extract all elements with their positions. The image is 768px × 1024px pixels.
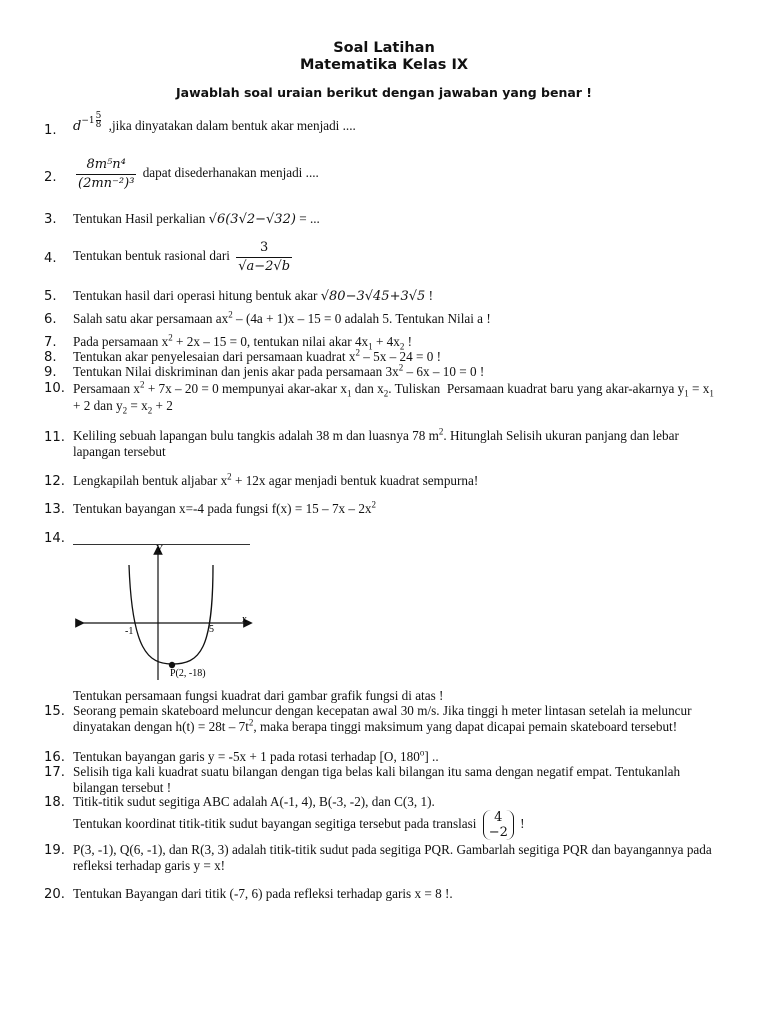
- question-number: 7.: [44, 335, 57, 350]
- question-number: 5.: [44, 289, 57, 304]
- question-number: 15.: [44, 704, 65, 719]
- q4-text: Tentukan bentuk rasional dari: [73, 248, 230, 264]
- question-18: Titik-titik sudut segitiga ABC adalah A(-1, 4), B(-3, -2), dan C(3, 1).: [73, 794, 435, 809]
- question-16: Tentukan bayangan garis y = -5x + 1 pada rotasi terhadap [O, 180$^o$] ..: [73, 747, 439, 764]
- question-number: 8.: [44, 350, 57, 365]
- q1-exp-num: 5: [95, 111, 102, 121]
- question-number: 3.: [44, 212, 57, 227]
- q2-numerator: 8m⁵n⁴: [76, 157, 136, 175]
- question-number: 11.: [44, 430, 65, 445]
- q18-tail: !: [520, 816, 525, 832]
- instruction: Jawablah soal uraian berikut dengan jawaban yang benar !: [175, 85, 593, 100]
- question-10: Persamaan $x^2 + 7x - 20 = 0$ mempunyai akar-akar $x_1$ dan $x_2$. Tuliskan Persamaan kuadrat baru yang akar-akarnya $y_1 = x_1 + 2$ dan $y_2 = x_2 + 2$: [73, 379, 714, 416]
- root-left-label: -1: [125, 626, 134, 637]
- vector-top: 4: [494, 810, 503, 825]
- vector-bottom: −2: [488, 825, 508, 840]
- question-number: 17.: [44, 765, 65, 780]
- y-axis-label: Y: [156, 544, 164, 555]
- parabola-graph: [70, 540, 260, 685]
- question-number: 6.: [44, 312, 57, 327]
- question-number: 20.: [44, 887, 65, 902]
- question-11: Keliling sebuah lapangan bulu tangkis adalah 38 m dan luasnya 78 $m^2$. Hitunglah Selisih ukuran panjang dan lebar lapangan tersebut: [73, 426, 679, 459]
- x-axis-label: x: [242, 614, 247, 625]
- root-right-label: 5: [209, 624, 214, 635]
- question-number: 4.: [44, 251, 57, 266]
- vertex-label: P(2, -18): [170, 668, 206, 679]
- question-number: 13.: [44, 502, 65, 517]
- question-20: Tentukan Bayangan dari titik (-7, 6) pada refleksi terhadap garis x = 8 !.: [73, 886, 453, 901]
- q3-tail: = ...: [299, 211, 320, 226]
- question-4: [73, 240, 733, 274]
- question-3: [73, 211, 733, 228]
- q3-expr: √6(3√2−√32): [208, 212, 296, 227]
- question-number: 2.: [44, 170, 57, 185]
- q5-text: Tentukan hasil dari operasi hitung bentuk akar: [73, 288, 318, 303]
- question-1: [73, 111, 733, 136]
- question-6: Salah satu akar persamaan $ax^2 - (4a + 1)x - 15 = 0$ adalah 5. Tentukan Nilai a !: [73, 309, 491, 326]
- q1-base: d: [73, 119, 82, 134]
- question-number: 16.: [44, 750, 65, 765]
- q18-line2: Tentukan koordinat titik-titik sudut bayangan segitiga tersebut pada translasi: [73, 816, 477, 832]
- question-number: 10.: [44, 381, 65, 396]
- question-14: Tentukan persamaan fungsi kuadrat dari gambar grafik fungsi di atas !: [73, 688, 444, 703]
- question-number: 14.: [44, 531, 65, 546]
- translation-vector: [483, 810, 514, 840]
- q4-denominator: √a−2√b: [238, 258, 291, 274]
- parabola-curve: [129, 565, 213, 664]
- q3-text: Tentukan Hasil perkalian: [73, 211, 206, 226]
- question-7: Pada persamaan $x^2 + 2x - 15 = 0$, tentukan nilai akar $4x_1 + 4x_2$ !: [73, 332, 413, 352]
- question-18-line-2: [73, 810, 733, 840]
- title-line-2: Matematika Kelas IX: [299, 57, 469, 73]
- question-13: Tentukan bayangan x=-4 pada fungsi $f(x) = 15 - 7x - 2x^2$: [73, 499, 377, 516]
- question-2: [73, 157, 733, 191]
- q2-text: dapat disederhanakan menjadi ....: [142, 165, 319, 181]
- q5-expr: √80−3√45+3√5: [320, 289, 426, 304]
- q4-numerator: 3: [236, 240, 292, 258]
- question-17: Selisih tiga kali kuadrat suatu bilangan dengan tiga belas kali bilangan itu sama dengan negatif empat. Tentukanlah bilangan tersebut !: [73, 764, 681, 795]
- question-number: 18.: [44, 795, 65, 810]
- question-12: Lengkapilah bentuk aljabar $x^2 + 12x$ agar menjadi bentuk kuadrat sempurna!: [73, 471, 479, 488]
- question-9: Tentukan Nilai diskriminan dan jenis akar pada persamaan $3x^2 - 6x - 10 = 0$ !: [73, 362, 485, 379]
- question-15: Seorang pemain skateboard meluncur dengan kecepatan awal 30 m/s. Jika tinggi h meter lintasan setelah ia meluncur dinyatakan dengan $h(t) = 28t - 7t^2$, maka berapa tinggi maksimum yang dapat dicapai pemain skateboard tersebut!: [73, 703, 692, 734]
- q2-denominator: (2mn⁻²)³: [78, 175, 135, 191]
- title-line-1: Soal Latihan: [333, 40, 435, 56]
- q1-text: ,jika dinyatakan dalam bentuk akar menjadi ....: [108, 118, 356, 133]
- question-5: [73, 288, 733, 305]
- question-19: P(3, -1), Q(6, -1), dan R(3, 3) adalah titik-titik sudut pada segitiga PQR. Gambarlah segitiga PQR dan bayangannya pada refleksi terhadap garis y = x!: [73, 842, 712, 873]
- q1-exp-den: 8: [95, 120, 102, 130]
- q1-exp-sign: −1: [81, 116, 95, 126]
- question-number: 1.: [44, 123, 57, 138]
- question-8: Tentukan akar penyelesaian dari persamaan kuadrat $x^2 - 5x - 24 = 0$ !: [73, 347, 442, 364]
- question-number: 12.: [44, 474, 65, 489]
- question-number: 9.: [44, 365, 57, 380]
- question-number: 19.: [44, 843, 65, 858]
- q5-tail: !: [428, 288, 433, 303]
